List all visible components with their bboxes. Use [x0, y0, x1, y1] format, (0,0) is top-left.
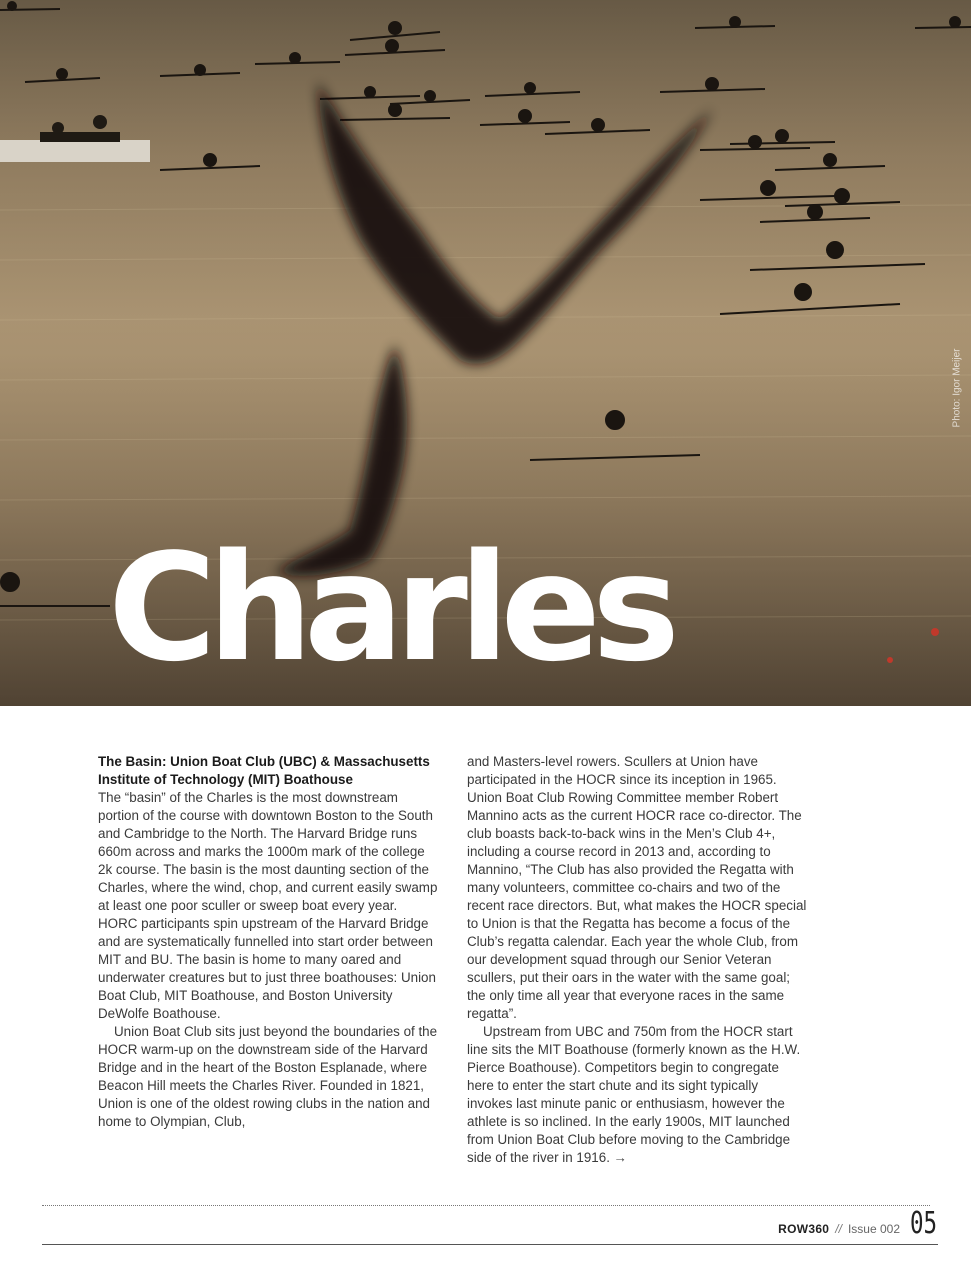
- paragraph: Upstream from UBC and 750m from the HOCR start line sits the MIT Boathouse (formerly known as the H.W. Pierce Boathouse). Competitors begin to congregate here to enter the start chute and its sight typically invokes last minute panic or enthusiasm, however the athlete is so inclined. In the early 1900s, MIT launched from Union Boat Club before moving to the Cambridge side of the river in 1916. →: [467, 1024, 801, 1165]
- page-number: 05: [910, 1206, 938, 1241]
- photo-credit: Photo: Igor Meijer: [951, 348, 963, 428]
- footer-separator: //: [835, 1222, 842, 1236]
- page-title: Charles: [108, 522, 672, 694]
- paragraph: and Masters-level rowers. Scullers at Union have participated in the HOCR since its inception in 1965. Union Boat Club Rowing Committee member Robert Mannino acts as the current HOCR race co-director. The club boasts back-to-back wins in the Men’s Club 4+, including a course record in 2013 and, according to Mannino, “The Club has also provided the Regatta with many volunteers, committee co-chairs and two of the recent race directors. But, what makes the HOCR special to Union is that the Regatta has become a focus of the Club’s regatta calendar. Each year the whole Club, from our development squad through our Senior Veteran scullers, put their oars in the water with the same goal; the only time all year that everyone races in the same regatta”.: [467, 754, 807, 1021]
- paragraph: Union Boat Club sits just beyond the boundaries of the HOCR warm-up on the downstream side of the Harvard Bridge and in the heart of the Boston Esplanade, where Beacon Hill meets the Charles River. Founded in 1821, Union is one of the oldest rowing clubs in the nation and home to Olympian, Club,: [98, 1024, 438, 1129]
- footer-divider-solid: [42, 1244, 938, 1245]
- magazine-brand: ROW360: [778, 1222, 830, 1236]
- page-footer: [778, 1206, 938, 1241]
- section-heading: The Basin: Union Boat Club (UBC) & Massachusetts Institute of Technology (MIT) Boathouse: [98, 754, 430, 787]
- article-column-left: [98, 753, 438, 1131]
- issue-label: Issue 002: [847, 1222, 900, 1236]
- article-column-right: [467, 753, 807, 1167]
- paragraph: The “basin” of the Charles is the most downstream portion of the course with downtown Boston to the South and Cambridge to the North. The Harvard Bridge runs 660m across and marks the 1000m mark of the college 2k course. The basin is the most daunting section of the Charles, where the wind, chop, and current easily swamp at least one poor sculler or sweep boat every year. HORC participants spin upstream of the Harvard Bridge and are systematically funnelled into start order between MIT and BU. The basin is home to many oared and underwater creatures but to just three boathouses: Union Boat Club, MIT Boathouse, and Boston University DeWolfe Boathouse.: [98, 790, 438, 1021]
